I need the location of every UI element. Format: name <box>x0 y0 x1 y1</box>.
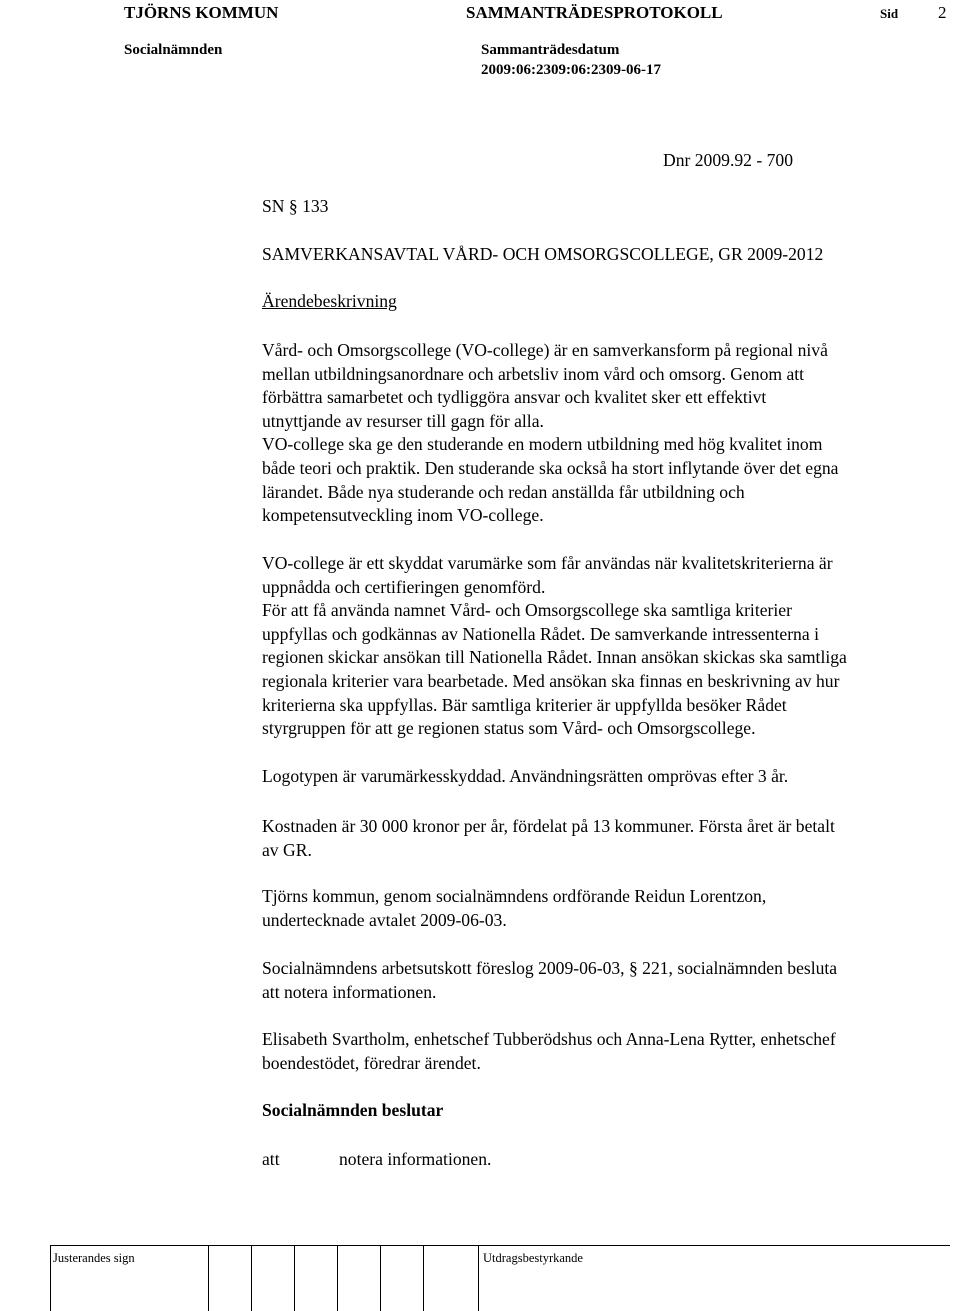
extract-certification-label: Utdragsbestyrkande <box>483 1251 583 1265</box>
paragraph-description <box>262 339 952 528</box>
text-line: VO-college är ett skyddat varumärke som får användas när kvalitetskriterierna är <box>262 553 833 573</box>
text-line: lärandet. Både nya studerande och redan anställda får utbildning och <box>262 481 745 502</box>
text-line: regionala kriterier vara bearbetade. Med ansökan ska finnas en beskrivning av hur <box>262 670 840 691</box>
paragraph-presenters <box>262 1028 952 1075</box>
text-line: Elisabeth Svartholm, enhetschef Tubberödshus och Anna-Lena Rytter, enhetschef <box>262 1029 836 1049</box>
document-type: SAMMANTRÄDESPROTOKOLL <box>466 3 723 22</box>
text-line: Tjörns kommun, genom socialnämndens ordförande Reidun Lorentzon, <box>262 886 767 906</box>
paragraph-trademark <box>262 552 952 741</box>
footer-divider <box>50 1245 950 1246</box>
text-line: att notera informationen. <box>262 981 437 1002</box>
text-line: regionen skickar ansökan till Nationella Rådet. Innan ansökan skickas ska samtliga <box>262 647 847 668</box>
paragraph-proposal <box>262 957 952 1004</box>
case-title: SAMVERKANSAVTAL VÅRD- OCH OMSORGSCOLLEGE, GR 2009-2012 <box>262 244 824 264</box>
page-number: 2 <box>938 3 947 22</box>
footer-box-border <box>337 1245 338 1311</box>
text-line: Socialnämndens arbetsutskott föreslog 2009-06-03, § 221, socialnämnden besluta <box>262 958 838 978</box>
text-line: uppfyllas och godkännas av Nationella Rådet. De samverkande intressenterna i <box>262 623 819 644</box>
text-line: av GR. <box>262 839 312 860</box>
meeting-date-label: Sammanträdesdatum <box>481 42 620 58</box>
text-line: både teori och praktik. Den studerande ska också ha stort inflytande över det egna <box>262 457 839 478</box>
text-line: Kostnaden är 30 000 kronor per år, fördelat på 13 kommuner. Första året är betalt <box>262 816 835 836</box>
paragraph-logotype <box>262 765 952 789</box>
footer-box-border <box>251 1245 252 1311</box>
paragraph-signing <box>262 885 952 932</box>
committee-name: Socialnämnden <box>124 42 223 58</box>
footer-box-border <box>423 1245 424 1311</box>
text-line: För att få använda namnet Vård- och Omsorgscollege ska samtliga kriterier <box>262 600 792 621</box>
footer-box-border <box>50 1245 51 1311</box>
text-line: boendestödet, föredrar ärendet. <box>262 1052 481 1073</box>
text-line: utnyttjande av resurser till gagn för alla. <box>262 410 544 431</box>
decision-text: notera informationen. <box>339 1149 492 1169</box>
text-line: VO-college ska ge den studerande en modern utbildning med hög kvalitet inom <box>262 434 823 455</box>
signature-label: Justerandes sign <box>53 1251 135 1265</box>
page-label: Sid <box>880 6 899 21</box>
footer-box-border <box>294 1245 295 1311</box>
text-line: uppnådda och certifieringen genomförd. <box>262 576 546 597</box>
section-number: SN § 133 <box>262 196 329 216</box>
paragraph-cost <box>262 815 952 862</box>
organization-name: TJÖRNS KOMMUN <box>124 3 279 22</box>
text-line: Vård- och Omsorgscollege (VO-college) är en samverkansform på regional nivå <box>262 340 828 360</box>
text-line: mellan utbildningsanordnare och arbetsliv inom vård och omsorg. Genom att <box>262 363 805 384</box>
footer-box-border <box>380 1245 381 1311</box>
text-line: kriterierna ska uppfyllas. Bär samtliga kriterier är uppfyllda besöker Rådet <box>262 694 787 715</box>
text-line: undertecknade avtalet 2009-06-03. <box>262 909 507 930</box>
decision-heading: Socialnämnden beslutar <box>262 1100 444 1120</box>
meeting-date-value: 2009:06:2309:06:2309-06-17 <box>481 62 661 78</box>
footer-box-border <box>208 1245 209 1311</box>
footer-box-border <box>478 1245 479 1311</box>
text-line: styrgruppen för att ge regionen status som Vård- och Omsorgscollege. <box>262 718 756 739</box>
text-line: kompetensutveckling inom VO-college. <box>262 505 544 526</box>
case-number: Dnr 2009.92 - 700 <box>663 150 793 170</box>
text-line: Logotypen är varumärkesskyddad. Användningsrätten omprövas efter 3 år. <box>262 766 789 786</box>
decision-verb: att <box>262 1149 280 1169</box>
text-line: förbättra samarbetet och tydliggöra ansvar och kvalitet sker ett effektivt <box>262 387 767 408</box>
case-description-heading: Ärendebeskrivning <box>262 291 397 311</box>
